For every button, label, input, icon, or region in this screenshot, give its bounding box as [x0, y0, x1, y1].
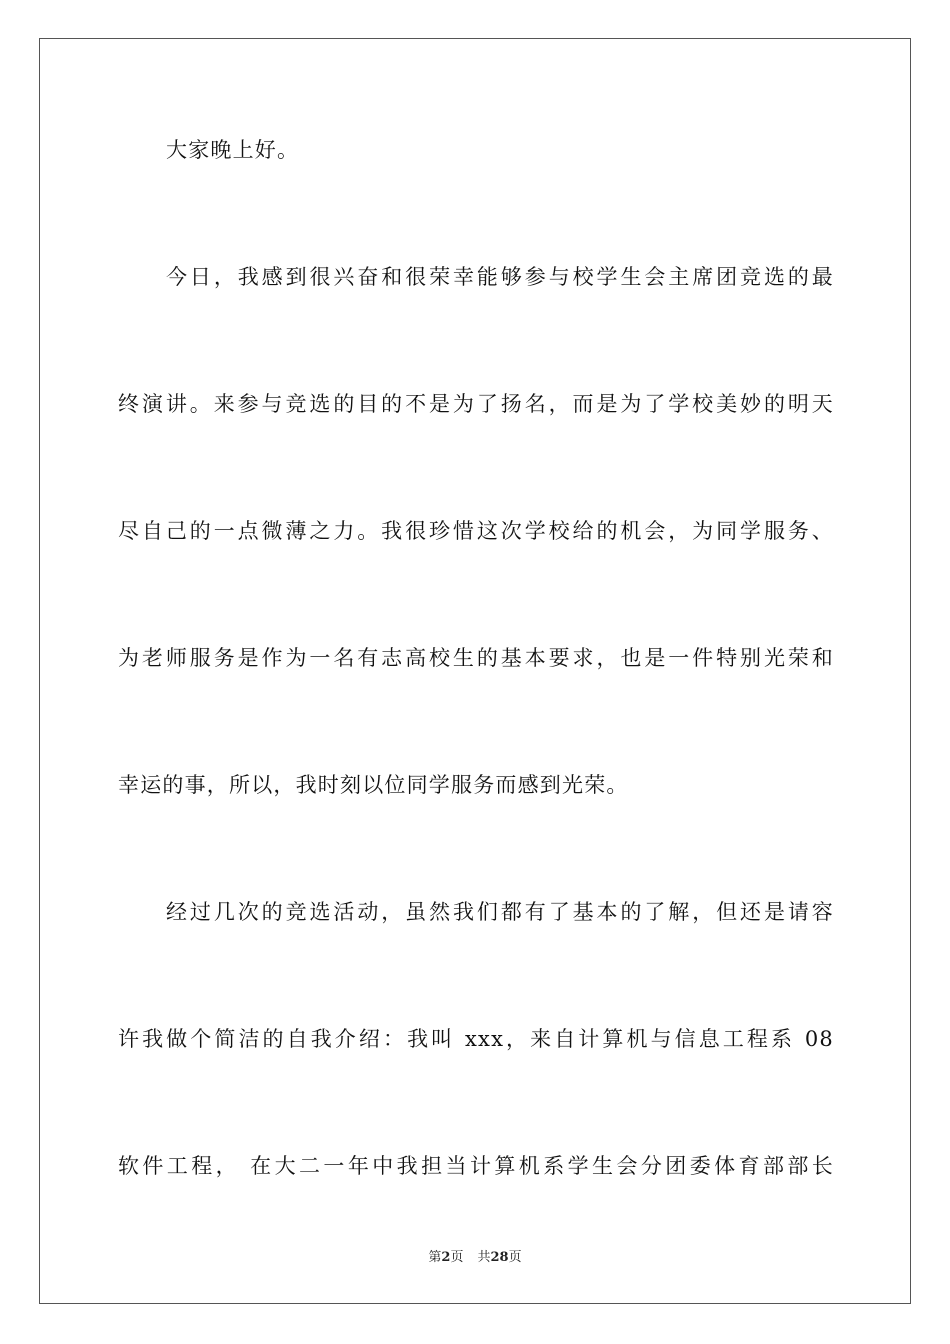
text-line-6: 幸运的事，所以，我时刻以位同学服务而感到光荣。 [118, 773, 629, 797]
text-line-5: 为老师服务是作为一名有志高校生的基本要求，也是一件特别光荣和 [118, 646, 834, 670]
document-body [118, 118, 834, 1261]
text-line-2: 今日，我感到很兴奋和很荣幸能够参与校学生会主席团竞选的最 [166, 265, 834, 289]
total-suffix: 页 [508, 1250, 522, 1265]
text-line-1: 大家晚上好。 [166, 138, 300, 162]
page-number: 2 [441, 1250, 451, 1265]
total-pages: 28 [490, 1250, 509, 1265]
page-suffix: 页 [450, 1250, 464, 1265]
text-line-3: 终演讲。来参与竞选的目的不是为了扬名，而是为了学校美妙的明天 [118, 392, 834, 416]
text-line-7: 经过几次的竞选活动，虽然我们都有了基本的了解，但还是请容 [166, 900, 834, 924]
text-line-8: 许我做个简洁的自我介绍：我叫 xxx，来自计算机与信息工程系 08 [118, 1027, 834, 1051]
page-footer [0, 1246, 950, 1265]
total-prefix: 共 [477, 1250, 491, 1265]
page-prefix: 第 [428, 1250, 442, 1265]
text-line-4: 尽自己的一点微薄之力。我很珍惜这次学校给的机会，为同学服务、 [118, 519, 834, 543]
text-line-9: 软件工程， 在大二一年中我担当计算机系学生会分团委体育部部长 [118, 1154, 834, 1178]
